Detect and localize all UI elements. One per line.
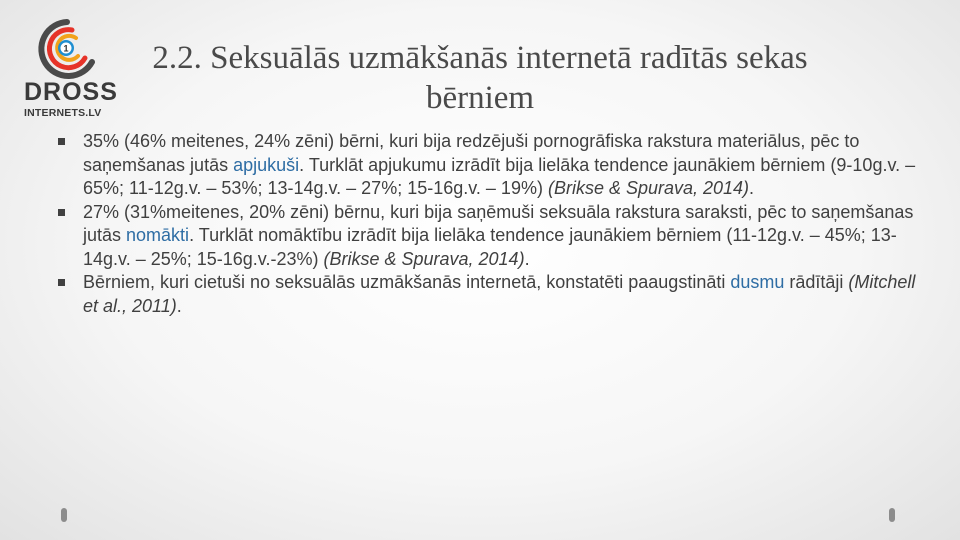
slide-title (80, 38, 880, 118)
citation: (Mitchell et al., 2011) (83, 272, 916, 316)
bullet-end: . (749, 178, 755, 198)
title-line-1: 2.2. Seksuālās uzmākšanās internetā radītās sekas (152, 40, 808, 76)
bullet-text: Bērniem, kuri cietuši no seksuālās uzmākšanās internetā, konstatēti paaugstināti (83, 272, 731, 292)
citation: (Brikse & Spurava, 2014) (547, 178, 750, 198)
square-bullet-icon (58, 279, 65, 286)
bullet-item (58, 130, 918, 201)
bullet-text: rādītāji (784, 272, 849, 292)
bullet-text: . Turklāt nomāktību izrādīt bija lielāka tendence jaunākiem bērniem (11-12g.v. – 45%; 13-14g.v. – 25%; 15-16g.v.-23%) (83, 225, 897, 269)
title-line-2: bērniem (425, 80, 535, 116)
bullet-text: . Turklāt apjukumu izrādīt bija lielāka tendence jaunākiem bērniem (9-10g.v. – 65%; 11-12g.v. – 53%; 13-14g.v. – 27%; 15-16g.v. – 19%) (83, 154, 916, 198)
decorative-dot-right (889, 508, 895, 522)
bullet-item (58, 271, 918, 318)
logo-wordmark: DROSS (24, 78, 118, 106)
highlight-word: nomākti (126, 225, 190, 245)
bullet-text: 27% (31%meitenes, 20% zēni) bērnu, kuri bija saņēmuši seksuāla rakstura saraksti, pēc to saņemšanas jutās (83, 201, 914, 245)
highlight-word: apjukuši (233, 154, 300, 175)
logo-badge: 1 (63, 43, 69, 54)
square-bullet-icon (58, 138, 65, 145)
bullet-list (58, 130, 918, 318)
bullet-end: . (176, 295, 182, 316)
bullet-text: 35% (46% meitenes, 24% zēni) bērni, kuri bija redzējuši pornogrāfiska rakstura materiālus, pēc to saņemšanas jutās (83, 131, 860, 175)
logo-subtitle: INTERNETS.LV (24, 107, 102, 119)
citation: (Brikse & Spurava, 2014) (323, 248, 525, 269)
bullet-item (58, 201, 918, 272)
square-bullet-icon (58, 209, 65, 216)
decorative-dot-left (61, 508, 67, 522)
highlight-word: dusmu (730, 272, 785, 292)
bullet-end: . (524, 248, 530, 269)
